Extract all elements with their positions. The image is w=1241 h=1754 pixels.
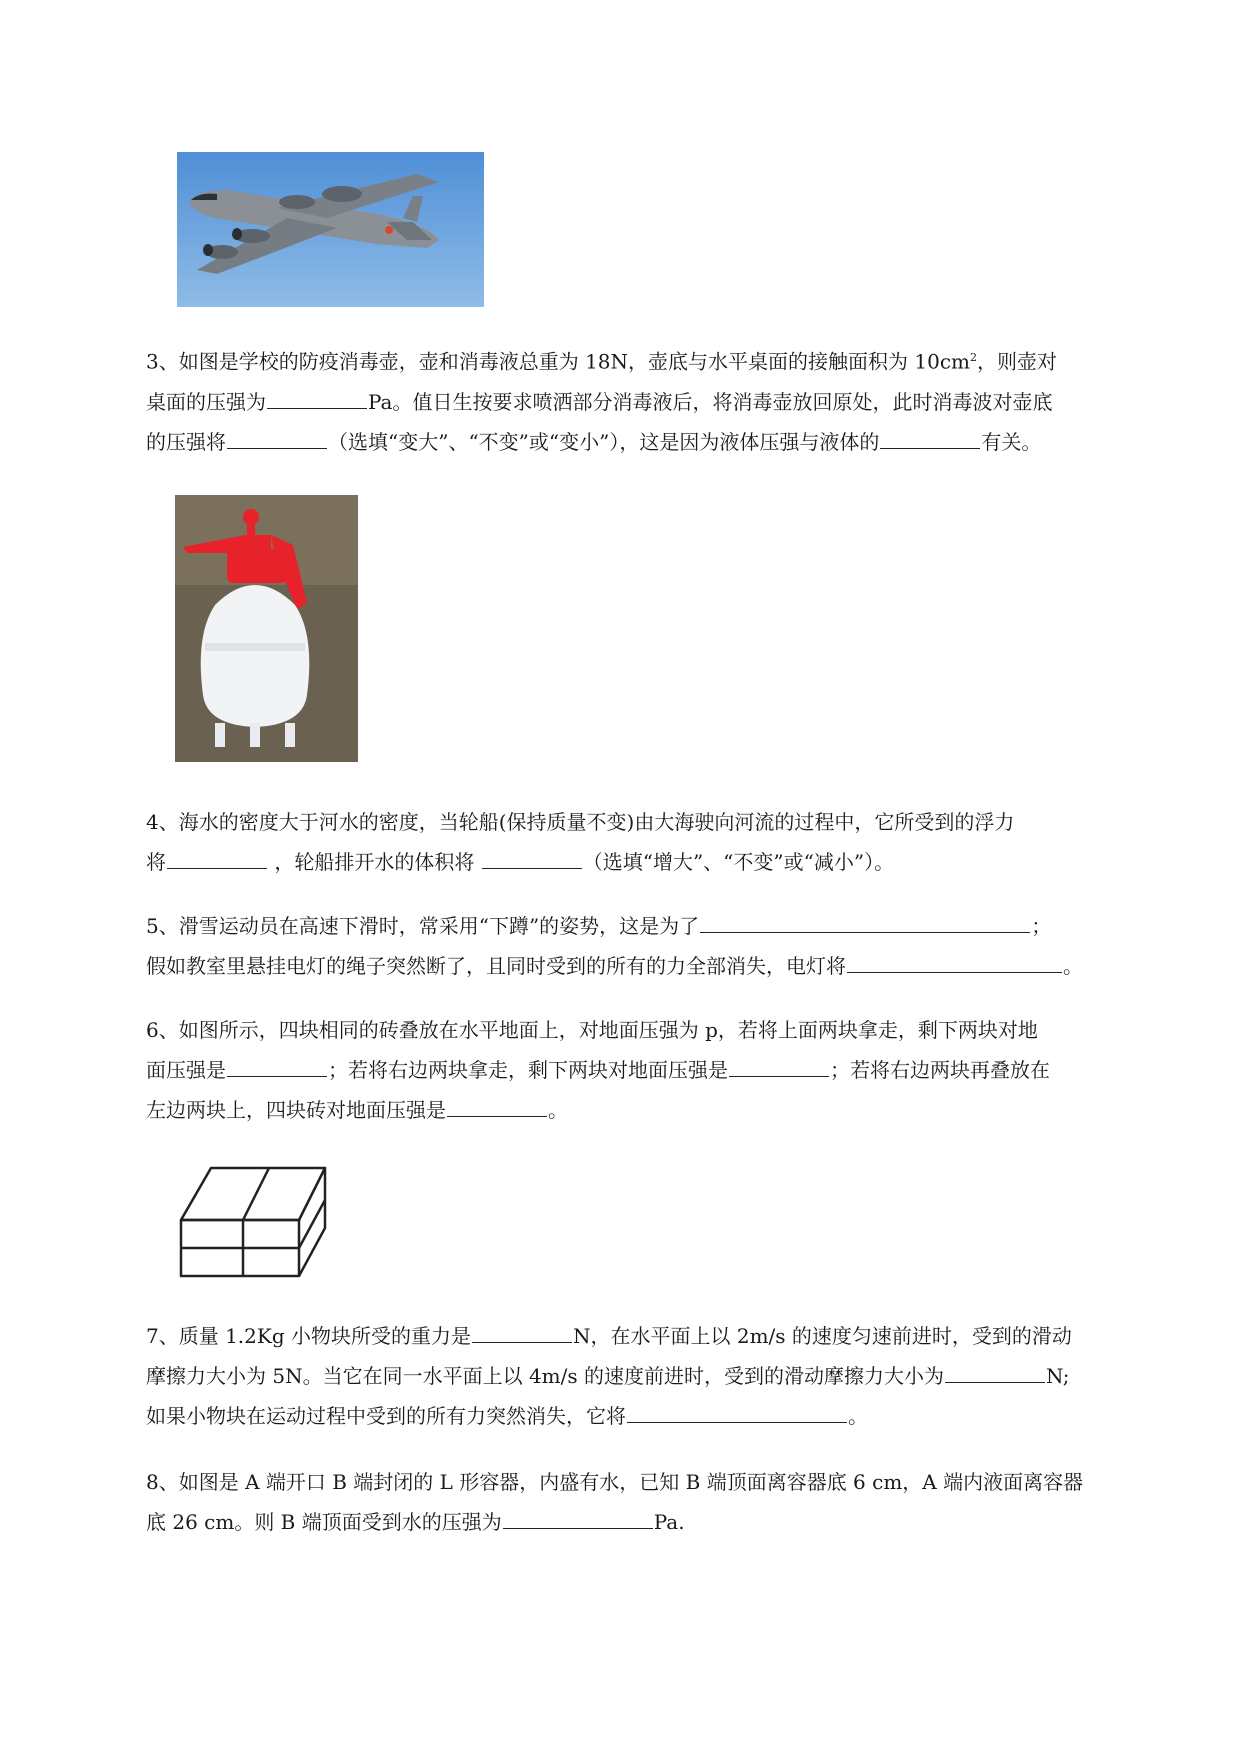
question-6: 6、如图所示，四块相同的砖叠放在水平地面上，对地面压强为 p，若将上面两块拿走，剩下两块对地 面压强是 ；若将右边两块拿走，剩下两块对地面压强是 ；若将右边两块再叠放在 左边两块上，四块砖对地面压强是 。 bbox=[146, 1018, 1050, 1122]
question-4: 4、海水的密度大于河水的密度，当轮船(保持质量不变)由大海驶向河流的过程中，它所受到的浮力 将 ，轮船排开水的体积将 （选填“增大”、“不变”或“减小”）。 bbox=[146, 810, 1015, 874]
answer-blank[interactable] bbox=[472, 1320, 572, 1343]
answer-blank[interactable] bbox=[482, 846, 582, 869]
answer-blank[interactable] bbox=[700, 910, 1030, 933]
answer-blank[interactable] bbox=[167, 846, 267, 869]
answer-blank[interactable] bbox=[847, 950, 1062, 973]
question-5: 5、滑雪运动员在高速下滑时，常采用“下蹲”的姿势，这是为了 ； 假如教室里悬挂电灯的绳子突然断了，且同时受到的所有的力全部消失，电灯将 。 bbox=[146, 906, 1156, 986]
answer-blank[interactable] bbox=[729, 1054, 829, 1077]
question-3: 3、如图是学校的防疫消毒壶，壶和消毒液总重为 18N，壶底与水平桌面的接触面积为 $10cm^2$，则壶对 桌面的压强为 Pa。值日生按要求喷洒部分消毒液后，将消毒壶放回原处，此时消毒波对壶底 的压强将 （选填“变大”、“不变”或“变小”），这是因为液体压强与液体的 有关。 bbox=[146, 349, 1058, 454]
answer-blank[interactable] bbox=[227, 426, 327, 449]
spray-bottle-image bbox=[175, 495, 358, 762]
question-8: 8、如图是 A 端开口 B 端封闭的 L 形容器，内盛有水，已知 B 端顶面离容器底 6 cm，A 端内液面离容器 底 26 cm。则 B 端顶面受到水的压强为 Pa. bbox=[146, 1470, 1084, 1534]
answer-blank[interactable] bbox=[447, 1094, 547, 1117]
answer-blank[interactable] bbox=[267, 386, 367, 409]
answer-blank[interactable] bbox=[627, 1400, 847, 1423]
answer-blank[interactable] bbox=[880, 426, 980, 449]
question-7: 7、质量 1.2Kg 小物块所受的重力是 N，在水平面上以 2m/s 的速度匀速前进时，受到的滑动 摩擦力大小为 5N。当它在同一水平面上以 4m/s 的速度前进时，受到的滑动摩擦力大小为 N; 如果小物块在运动过程中受到的所有力突然消失，它将 。 bbox=[146, 1316, 1156, 1436]
answer-blank[interactable] bbox=[503, 1506, 653, 1529]
answer-blank[interactable] bbox=[227, 1054, 327, 1077]
bricks-diagram bbox=[175, 1158, 333, 1280]
airplane-image bbox=[177, 152, 484, 307]
answer-blank[interactable] bbox=[945, 1360, 1045, 1383]
